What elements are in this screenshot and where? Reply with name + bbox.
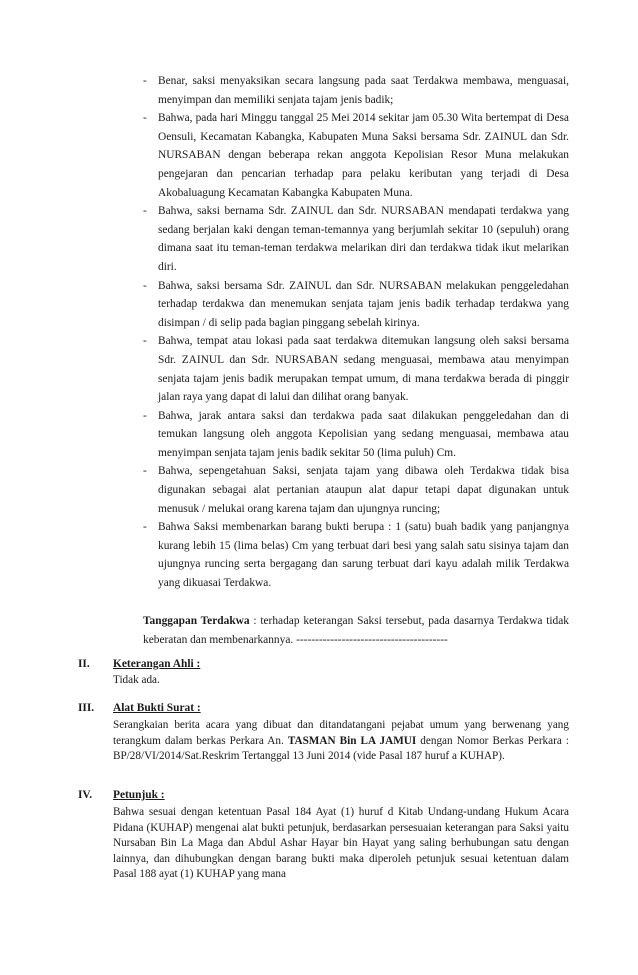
bullet-text: Bahwa Saksi membenarkan barang bukti berupa : 1 (satu) buah badik yang panjangnya kurang lebih 15 (lima belas) Cm yang terbuat dari besi yang salah satu sisinya tajam dan ujungnya runcing serta bergagang dan sarung terbuat dari kayu adalah milik Terdakwa yang dikuasai Terdakwa. <box>158 521 569 590</box>
defendant-response-text: : terhadap keterangan Saksi tersebut, pada dasarnya Terdakwa tidak keberatan dan membenarkannya. ---------------------------------------- <box>143 615 569 646</box>
list-item: - Bahwa, jarak antara saksi dan terdakwa pada saat dilakukan penggeledahan dan di temukan langsung oleh anggota Kepolisian yang sedang menguasai, membawa atau menyimpan senjata tajam jenis badik sekitar 50 (lima puluh) Cm. <box>143 409 569 459</box>
bullet-text: Bahwa, saksi bernama Sdr. ZAINUL dan Sdr. NURSABAN mendapati terdakwa yang sedang berjalan kaki dengan teman-temannya yang berjumlah sekitar 10 (sepuluh) orang dimana saat itu teman-teman terdakwa melarikan diri dan terdakwa tidak ikut melarikan diri. <box>158 205 569 273</box>
section-number: IV. <box>78 789 93 801</box>
section-number: III. <box>78 702 95 714</box>
bullet-text: Bahwa, sepengetahuan Saksi, senjata tajam yang dibawa oleh Terdakwa tidak bisa digunakan sebagai alat pertanian ataupun alat dapur tetapi dapat digunakan untuk menusuk / melukai orang karena tajam dan ujungnya runcing; <box>158 465 569 515</box>
bullet-text: Bahwa, pada hari Minggu tanggal 25 Mei 2014 sekitar jam 05.30 Wita bertempat di Desa Oensuli, Kecamatan Kabangka, Kabupaten Muna Saksi bersama Sdr. ZAINUL dan Sdr. NURSABAN dengan beberapa rekan anggota Kepolisian Resor Muna melakukan pengejaran dan pencarian terhadap para pelaku keributan yang terjadi di Desa Akobaluagung Kecamatan Kabangka Kabupaten Muna. <box>158 112 569 199</box>
defendant-response-label: Tanggapan Terdakwa <box>143 615 250 627</box>
bullet-text: Bahwa, jarak antara saksi dan terdakwa pada saat dilakukan penggeledahan dan di temukan langsung oleh anggota Kepolisian yang sedang menguasai, membawa atau menyimpan senjata tajam jenis badik sekitar 50 (lima puluh) Cm. <box>158 409 569 459</box>
bullet-text: Bahwa, saksi bersama Sdr. ZAINUL dan Sdr. NURSABAN melakukan penggeledahan terhadap terdakwa dan menemukan senjata tajam jenis badik terhadap terdakwa yang disimpan / di selip pada bagian pinggang sebelah kirinya. <box>158 279 569 329</box>
bullet-text: Bahwa, tempat atau lokasi pada saat terdakwa ditemukan langsung oleh saksi bersama Sdr. ZAINUL dan Sdr. NURSABAN sedang menguasai, membawa atau menyimpan senjata tajam jenis badik merupakan tempat umum, di mana terdakwa berada di pinggir jalan raya yang dapat di lalui dan dilihat orang banyak. <box>158 335 569 404</box>
list-item: - Bahwa, tempat atau lokasi pada saat terdakwa ditemukan langsung oleh saksi bersama Sdr. ZAINUL dan Sdr. NURSABAN sedang menguasai, membawa atau menyimpan senjata tajam jenis badik merupakan tempat umum, di mana terdakwa berada di pinggir jalan raya yang dapat di lalui dan dilihat orang banyak. <box>143 335 569 404</box>
list-item: - Bahwa, saksi bernama Sdr. ZAINUL dan Sdr. NURSABAN mendapati terdakwa yang sedang berjalan kaki dengan teman-temannya yang berjumlah sekitar 10 (sepuluh) orang dimana saat itu teman-teman terdakwa melarikan diri dan terdakwa tidak ikut melarikan diri. <box>143 205 569 273</box>
list-item: - Bahwa Saksi membenarkan barang bukti berupa : 1 (satu) buah badik yang panjangnya kurang lebih 15 (lima belas) Cm yang terbuat dari besi yang salah satu sisinya tajam dan ujungnya runcing serta bergagang dan sarung terbuat dari kayu adalah milik Terdakwa yang dikuasai Terdakwa. <box>143 521 569 590</box>
list-item: - Bahwa, sepengetahuan Saksi, senjata tajam yang dibawa oleh Terdakwa tidak bisa digunakan sebagai alat pertanian ataupun alat dapur tetapi dapat digunakan untuk menusuk / melukai orang karena tajam dan ujungnya runcing; <box>143 465 569 515</box>
section-title: Alat Bukti Surat : <box>113 702 201 714</box>
section-title: Keterangan Ahli : <box>113 658 201 670</box>
list-item: - Bahwa, saksi bersama Sdr. ZAINUL dan Sdr. NURSABAN melakukan penggeledahan terhadap terdakwa dan menemukan senjata tajam jenis badik terhadap terdakwa yang disimpan / di selip pada bagian pinggang sebelah kirinya. <box>143 279 569 329</box>
section-body: Tidak ada. <box>113 674 160 686</box>
section-body: Serangkaian berita acara yang dibuat dan ditandatangani pejabat umum yang berwenang yang terangkum dalam berkas Perkara An. TASMAN Bin LA JAMUI dengan Nomor Berkas Perkara : BP/28/VI/2014/Sat.Reskrim Tertanggal 13 Juni 2014 (vide Pasal 187 huruf a KUHAP). <box>113 719 570 763</box>
bullet-text: Benar, saksi menyaksikan secara langsung pada saat Terdakwa membawa, menguasai, menyimpan dan memiliki senjata tajam jenis badik; <box>158 75 569 106</box>
testimony-list <box>143 72 569 593</box>
list-item: - Bahwa, pada hari Minggu tanggal 25 Mei 2014 sekitar jam 05.30 Wita bertempat di Desa Oensuli, Kecamatan Kabangka, Kabupaten Muna Saksi bersama Sdr. ZAINUL dan Sdr. NURSABAN dengan beberapa rekan anggota Kepolisian Resor Muna melakukan pengejaran dan pencarian terhadap para pelaku keributan yang terjadi di Desa Akobaluagung Kecamatan Kabangka Kabupaten Muna. <box>143 112 569 199</box>
list-item: - Benar, saksi menyaksikan secara langsung pada saat Terdakwa membawa, menguasai, menyimpan dan memiliki senjata tajam jenis badik; <box>143 75 569 106</box>
defendant-name: TASMAN Bin LA JAMUI <box>287 734 417 747</box>
section-body: Bahwa sesuai dengan ketentuan Pasal 184 Ayat (1) huruf d Kitab Undang-undang Hukum Acara Pidana (KUHAP) mengenai alat bukti petunjuk, berdasarkan persesuaian keterangan para Saksi yaitu Nursaban Bin La Maga dan Abdul Ashar Hayar bin Hayat yang saling berhubungan satu dengan lainnya, dan dihubungkan dengan barang bukti maka diperoleh petunjuk sesuai ketentuan dalam Pasal 188 ayat (1) KUHAP yang mana <box>113 806 569 881</box>
section-title: Petunjuk : <box>113 789 165 801</box>
defendant-response <box>143 612 569 650</box>
section-number: II. <box>78 658 90 670</box>
